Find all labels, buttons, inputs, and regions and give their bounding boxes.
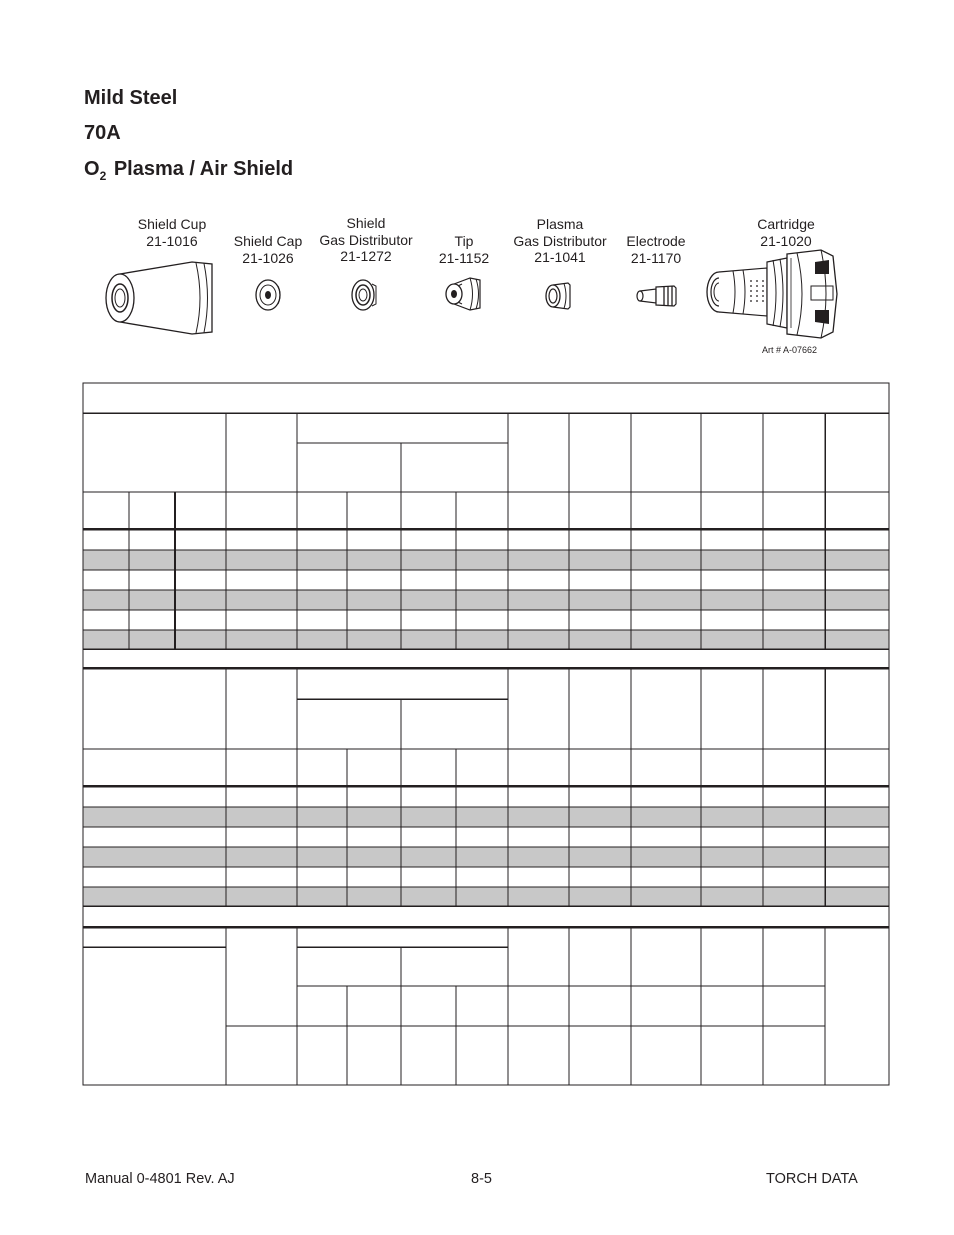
page-title-material: Mild Steel [84,87,178,109]
footer-manual-revision: Manual 0-4801 Rev. AJ [85,1171,235,1187]
gas-symbol: O [84,158,100,180]
gas-description: Plasma / Air Shield [113,158,294,180]
gas-subscript: 2 [99,169,107,183]
part-name: Plasma [536,216,584,232]
footer-page-number: 8-5 [471,1171,492,1187]
page-title-amperage: 70A [84,122,121,144]
part-name: Shield Cap [233,233,303,249]
table-lines [83,383,889,1085]
part-number: 21-1152 [438,249,490,266]
shaded-rows [83,550,889,906]
part-number: 21-1026 [242,249,294,266]
part-name: Tip [454,233,474,249]
footer-section-title: TORCH DATA [766,1171,858,1187]
part-name: Cartridge [757,216,815,232]
part-number: 21-1272 [340,248,392,264]
art-reference-number: Art # A-07662 [762,345,818,355]
part-name: Shield Cup [137,216,207,232]
part-name: Electrode [626,233,686,249]
part-number: 21-1020 [760,232,812,249]
part-name: Gas Distributor [319,231,413,248]
part-number: 21-1016 [146,232,198,249]
part-number: 21-1170 [630,249,682,266]
part-name: Shield [346,215,386,231]
part-name: Gas Distributor [513,232,607,249]
part-number: 21-1041 [534,249,586,265]
